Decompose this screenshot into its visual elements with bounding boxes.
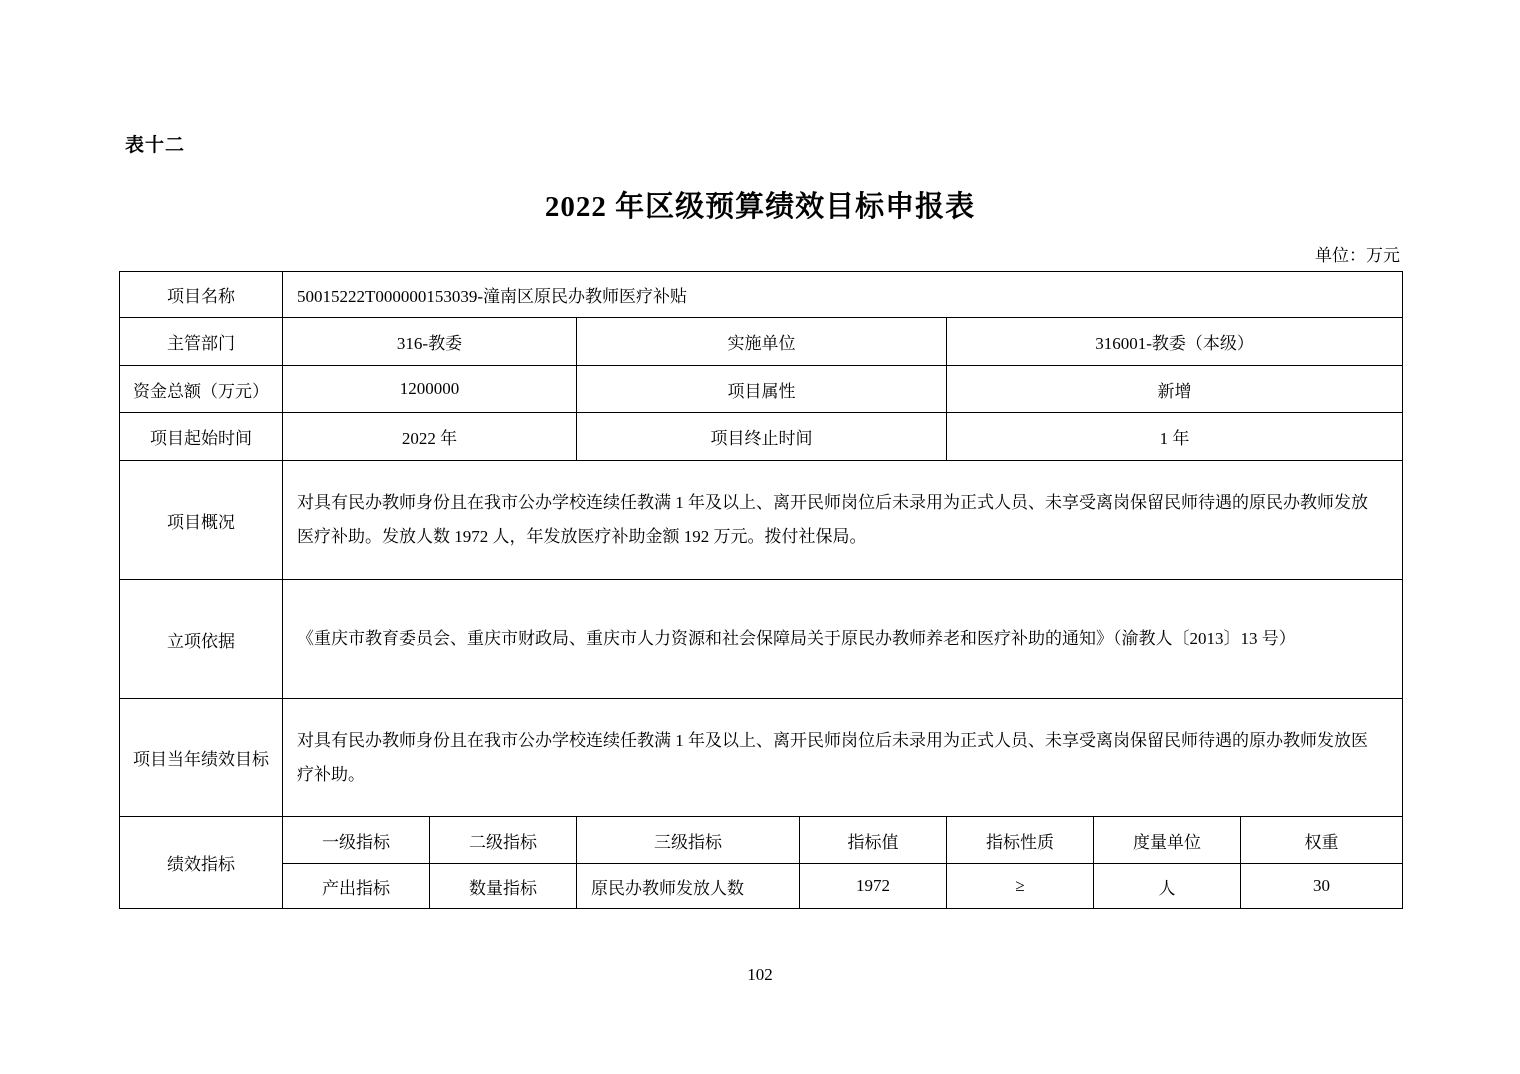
start-time-label: 项目起始时间 (120, 413, 283, 461)
end-time-value: 1 年 (947, 413, 1403, 461)
project-name-value: 50015222T000000153039-潼南区原民办教师医疗补贴 (283, 272, 1403, 318)
page-number: 102 (747, 965, 773, 984)
department-value: 316-教委 (283, 318, 577, 366)
indicators-label: 绩效指标 (120, 817, 283, 909)
row-annual-goal (120, 699, 1403, 817)
row-indicator-headers (120, 817, 1403, 864)
indicator-weight-value: 30 (1241, 864, 1403, 909)
indicator-header-level3: 三级指标 (577, 817, 800, 864)
unit-note: 单位：万元 (1315, 246, 1400, 265)
overview-label: 项目概况 (120, 461, 283, 580)
annual-goal-label: 项目当年绩效目标 (120, 699, 283, 817)
document-title: 2022 年区级预算绩效目标申报表 (544, 191, 976, 223)
row-overview (120, 461, 1403, 580)
table-number-label: 表十二 (125, 135, 186, 156)
row-time (120, 413, 1403, 461)
row-basis (120, 580, 1403, 699)
basis-value: 《重庆市教育委员会、重庆市财政局、重庆市人力资源和社会保障局关于原民办教师养老和医疗补助的通知》（渝教人〔2013〕13 号） (283, 580, 1403, 699)
indicator-header-level2: 二级指标 (430, 817, 577, 864)
row-department (120, 318, 1403, 366)
end-time-label: 项目终止时间 (577, 413, 947, 461)
indicator-level2-value: 数量指标 (430, 864, 577, 909)
total-fund-value: 1200000 (283, 366, 577, 413)
annual-goal-value: 对具有民办教师身份且在我市公办学校连续任教满 1 年及以上、离开民师岗位后未录用为正式人员、未享受离岗保留民师待遇的原办教师发放医疗补助。 (283, 699, 1403, 817)
indicator-header-weight: 权重 (1241, 817, 1403, 864)
indicator-level1-value: 产出指标 (283, 864, 430, 909)
indicator-header-level1: 一级指标 (283, 817, 430, 864)
indicator-level3-value: 原民办教师发放人数 (577, 864, 800, 909)
indicator-header-unit: 度量单位 (1094, 817, 1241, 864)
project-attribute-label: 项目属性 (577, 366, 947, 413)
overview-value: 对具有民办教师身份且在我市公办学校连续任教满 1 年及以上、离开民师岗位后未录用为正式人员、未享受离岗保留民师待遇的原民办教师发放医疗补助。发放人数 1972 人，年发放医疗补助金额 192 万元。拨付社保局。 (283, 461, 1403, 580)
department-label: 主管部门 (120, 318, 283, 366)
basis-label: 立项依据 (120, 580, 283, 699)
indicator-value: 1972 (800, 864, 947, 909)
total-fund-label: 资金总额（万元） (120, 366, 283, 413)
start-time-value: 2022 年 (283, 413, 577, 461)
row-total-fund (120, 366, 1403, 413)
implement-unit-value: 316001-教委（本级） (947, 318, 1403, 366)
project-name-label: 项目名称 (120, 272, 283, 318)
indicator-header-value: 指标值 (800, 817, 947, 864)
project-attribute-value: 新增 (947, 366, 1403, 413)
indicator-row (120, 864, 1403, 909)
implement-unit-label: 实施单位 (577, 318, 947, 366)
budget-form-table (119, 271, 1403, 909)
indicator-header-nature: 指标性质 (947, 817, 1094, 864)
indicator-unit-value: 人 (1094, 864, 1241, 909)
row-project-name (120, 272, 1403, 318)
indicator-nature-value: ≥ (947, 864, 1094, 909)
